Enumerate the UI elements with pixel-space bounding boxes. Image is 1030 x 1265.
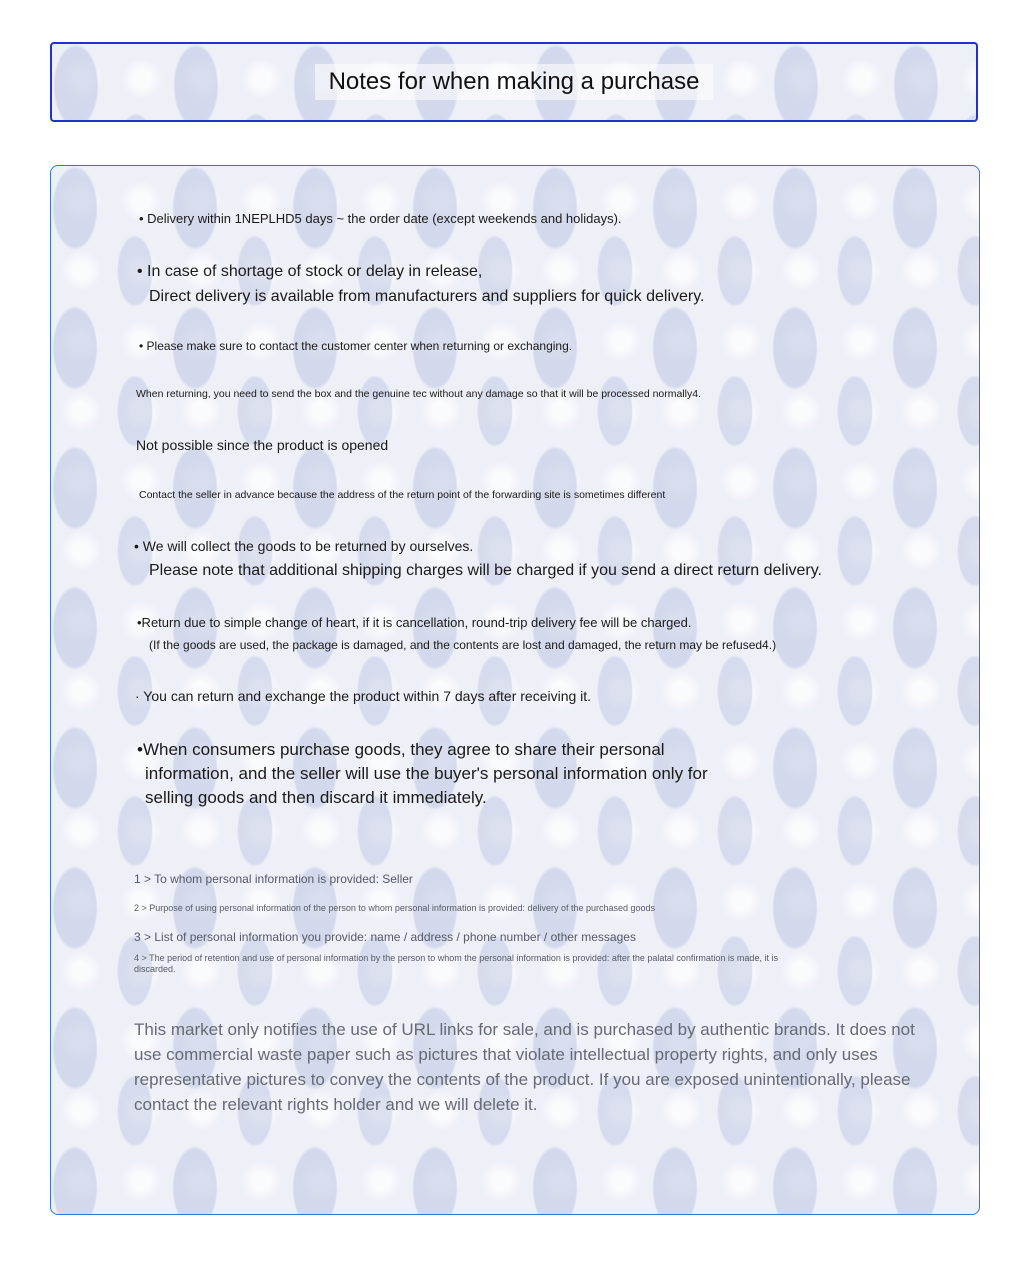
note-seven-days: · You can return and exchange the product within 7 days after receiving it.	[135, 688, 592, 704]
note-returning-box: When returning, you need to send the box and the genuine tec without any damage so that it will be processed normally4.	[136, 388, 702, 400]
note-collect-line1: • We will collect the goods to be returned by ourselves.	[134, 538, 474, 554]
note-contact-center: • Please make sure to contact the customer center when returning or exchanging.	[139, 339, 573, 353]
note-collect-line2: Please note that additional shipping charges will be charged if you send a direct return delivery.	[149, 562, 822, 579]
header-banner	[50, 42, 978, 122]
privacy-item-4: 4 > The period of retention and use of personal information by the person to whom the personal information is provided: after the palatal confirmation is made, it is discarded.	[134, 953, 778, 974]
note-consumers-line3: selling goods and then discard it immediately.	[145, 788, 487, 807]
note-delivery: • Delivery within 1NEPLHD5 days ~ the order date (except weekends and holidays).	[139, 211, 622, 226]
page-title: Notes for when making a purchase	[315, 64, 714, 100]
disclaimer-text: This market only notifies the use of URL links for sale, and is purchased by authentic brands. It does not use commercial waste paper such as pictures that violate intellectual property rights, and only uses representative pictures to convey the contents of the product. If you are exposed unintentionally, please contact the relevant rights holder and we will delete it.	[134, 1020, 915, 1114]
privacy-item-2: 2 > Purpose of using personal information of the person to whom personal information is provided: delivery of the purchased goods	[134, 903, 656, 913]
privacy-item-3: 3 > List of personal information you provide: name / address / phone number / other messages	[134, 930, 636, 944]
notes-panel	[50, 165, 980, 1215]
note-consumers-line1: •When consumers purchase goods, they agree to share their personal	[137, 740, 665, 759]
privacy-item-1: 1 > To whom personal information is provided: Seller	[134, 872, 413, 886]
note-change-heart-line2: (If the goods are used, the package is damaged, and the contents are lost and damaged, the return may be refused4.)	[149, 638, 777, 652]
note-consumers-line2: information, and the seller will use the buyer's personal information only for	[145, 764, 708, 783]
note-change-heart-line1: •Return due to simple change of heart, if it is cancellation, round-trip delivery fee will be charged.	[137, 615, 692, 630]
note-shortage-line1: • In case of shortage of stock or delay in release,	[137, 263, 483, 280]
note-shortage-line2: Direct delivery is available from manufacturers and suppliers for quick delivery.	[149, 288, 705, 305]
note-not-possible: Not possible since the product is opened	[136, 437, 389, 453]
note-contact-seller: Contact the seller in advance because the address of the return point of the forwarding site is sometimes different	[139, 489, 666, 501]
